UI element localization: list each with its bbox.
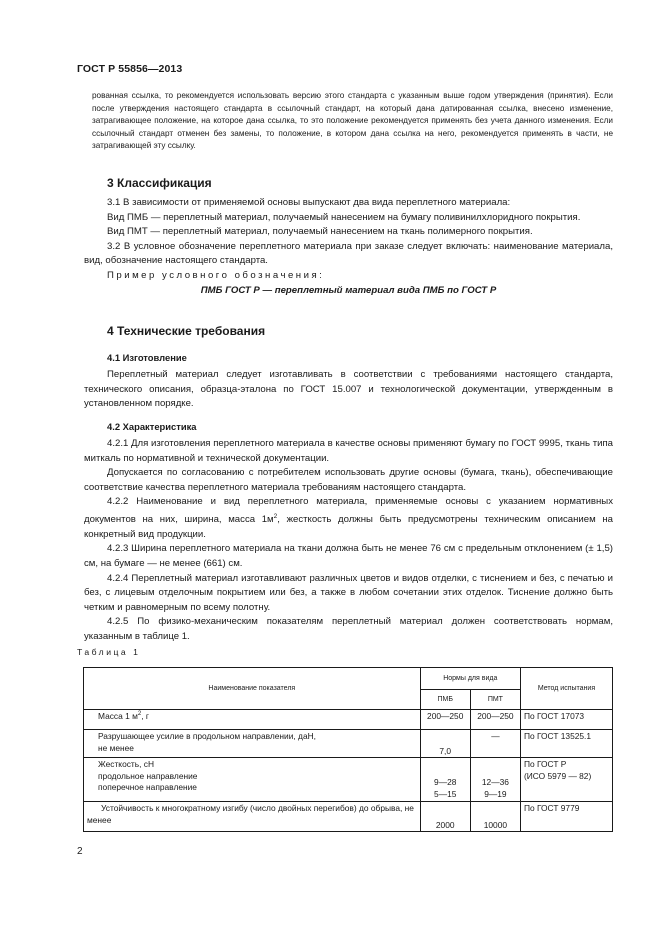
- table-header-row: [84, 668, 613, 690]
- col-header-name: Наименование показателя: [84, 668, 421, 710]
- para-4-1: Переплетный материал следует изготавливать в соответствии с требованиями настоящего стандарта, технического описания, образца-эталона по ГОСТ 15.007 и технологической документации, утвержденным в установленном порядке.: [84, 369, 613, 410]
- section-4-1-body: [84, 368, 613, 412]
- intro-text: рованная ссылка, то рекомендуется использовать версию этого стандарта с указанным выше годом утверждения (принятия). Если после утверждения настоящего стандарта в ссылочный стандарт, на который дана датированная ссылка, внесено изменение, затрагивающее положение, на которое дана ссылка, то это положение рекомендуется применять без учета данного изменения. Если ссылочный стандарт отменен без замены, то положение, в котором дана ссылка на него, рекомендуется применять в части, не затрагивающей эту ссылку.: [92, 91, 613, 151]
- para-4-2-2: [84, 495, 613, 542]
- table-row: [84, 758, 613, 802]
- cell-pmb: 200—250: [420, 710, 470, 730]
- example-label: Пример условного обозначения:: [107, 269, 325, 281]
- intro-paragraph: [92, 90, 613, 153]
- table-row: [84, 802, 613, 832]
- cell-pmb: 9—28 5—15: [420, 758, 470, 802]
- para-4-2-4: 4.2.4 Переплетный материал изготавливают различных цветов и видов отделки, с тиснением и без, с печатью и без, с лицевым отделочным покрытием или без, а также в любом сочетании этих отделок. Тиснение должно быть четким и равномерным по всему полотну.: [84, 572, 613, 613]
- section-4-2-heading: 4.2 Характеристика: [107, 421, 197, 432]
- para-4-2-2-b: , жесткость должны быть предусмотрены техническим описанием на конкретный вид продукции.: [84, 514, 613, 540]
- section-4-heading: 4 Технические требования: [107, 324, 266, 338]
- col-header-pmt: ПМТ: [470, 690, 520, 710]
- cell-method: По ГОСТ 9779: [520, 802, 612, 832]
- cell-pmt: 12—36 9—19: [470, 758, 520, 802]
- cell-name-tail: , г: [141, 711, 149, 721]
- cell-name-sup: 2: [137, 711, 142, 718]
- cell-method: По ГОСТ Р (ИСО 5979 — 82): [520, 758, 612, 802]
- col-header-norms: Нормы для вида: [420, 668, 520, 690]
- cell-pmb: 2000: [420, 802, 470, 832]
- para-3-2: 3.2 В условное обозначение переплетного материала при заказе следует включать: наименование материала, вид, обозначение настоящего стандарта.: [84, 240, 613, 267]
- section-3-heading: 3 Классификация: [107, 176, 212, 190]
- col-header-pmb: ПМБ: [420, 690, 470, 710]
- section-3-body: [84, 196, 613, 298]
- cell-name: Жесткость, сН продольное направление поперечное направление: [84, 758, 421, 802]
- table-1: [83, 667, 613, 832]
- cell-pmt: 10000: [470, 802, 520, 832]
- cell-name: Разрушающее усилие в продольном направлении, даН, не менее: [84, 730, 421, 758]
- section-4-1-heading: 4.1 Изготовление: [107, 352, 187, 363]
- cell-pmt: 200—250: [470, 710, 520, 730]
- para-4-2-2-sup: 2: [273, 512, 278, 520]
- para-4-2-2-a: 4.2.2 Наименование и вид переплетного материала, применяемые основы с указанием нормативных документов на них, ширина, масса 1м: [84, 496, 613, 526]
- cell-pmb: 7,0: [420, 730, 470, 758]
- col-header-method: Метод испытания: [520, 668, 612, 710]
- para-4-2-1: 4.2.1 Для изготовления переплетного материала в качестве основы применяют бумагу по ГОСТ 9995, ткань типа миткаль по нормативной и технической документации.: [84, 438, 613, 464]
- example-designation: ПМБ ГОСТ Р — переплетный материал вида ПМБ по ГОСТ Р: [200, 284, 497, 296]
- para-3-1-pmb: Вид ПМБ — переплетный материал, получаемый нанесением на бумагу поливинилхлоридного покрытия.: [107, 211, 581, 223]
- page-number: 2: [77, 846, 83, 857]
- table-row: [84, 710, 613, 730]
- para-3-1: 3.1 В зависимости от применяемой основы выпускают два вида переплетного материала:: [107, 197, 511, 208]
- cell-pmt: —: [470, 730, 520, 758]
- document-header: ГОСТ Р 55856—2013: [77, 63, 183, 75]
- cell-method: По ГОСТ 17073: [520, 710, 612, 730]
- table-row: [84, 730, 613, 758]
- para-4-2-1b: Допускается по согласованию с потребителем использовать другие основы (бумага, ткань), обеспечивающие соответствие качества переплетного материала требованиям настоящего стандарта.: [84, 467, 613, 493]
- cell-name-text: Масса 1 м: [98, 711, 138, 721]
- table-caption: Таблица 1: [77, 647, 141, 657]
- para-4-2-5: 4.2.5 По физико-механическим показателям переплетный материал должен соответствовать нормам, указанным в таблице 1.: [84, 616, 613, 642]
- cell-name: [84, 710, 421, 730]
- para-3-1-pmt: Вид ПМТ — переплетный материал, получаемый нанесением на ткань полимерного покрытия.: [107, 226, 533, 238]
- cell-method: По ГОСТ 13525.1: [520, 730, 612, 758]
- section-4-2-body: [84, 437, 613, 645]
- cell-name: Устойчивость к многократному изгибу (число двойных перегибов) до обрыва, не менее: [84, 802, 421, 832]
- para-4-2-3: 4.2.3 Ширина переплетного материала на ткани должна быть не менее 76 см с предельным отклонением (± 1,5) см, на бумаге — не менее (661) см.: [84, 543, 613, 569]
